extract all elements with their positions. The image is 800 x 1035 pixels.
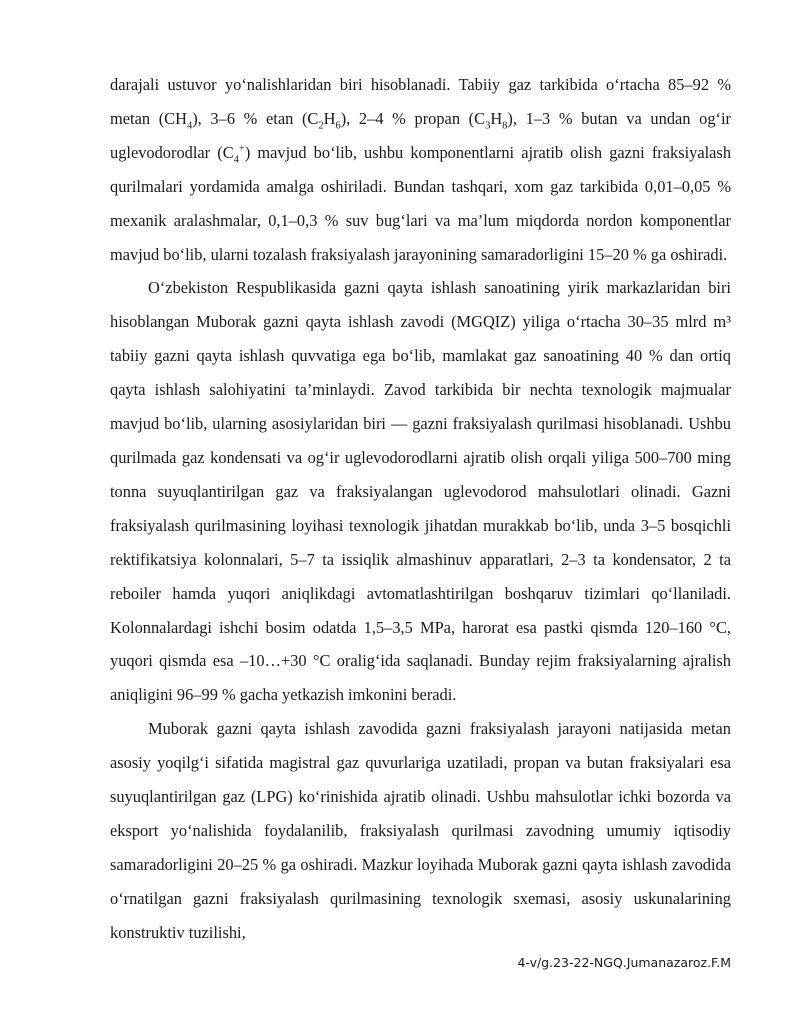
subscript: 3: [485, 120, 491, 132]
paragraph-1-text: H: [323, 108, 336, 128]
body-text: [110, 68, 731, 950]
paragraph-1-text: ), 2–4 % propan (C: [340, 108, 486, 128]
page-footer: 4-v/g.23-22-NGQ.Jumanazaroz.F.M: [517, 955, 731, 970]
paragraph-1-text: ) mavjud bo‘lib, ushbu komponentlarni ajratib olish gazni fraksiyalash qurilmalari yordamida amalga oshiriladi. Bundan tashqari, xom gaz tarkibida 0,01–0,05 % mexanik aralashmalar, 0,1–0,3 % suv bug‘lari va ma’lum miqdorda nordon komponentlar mavjud bo‘lib, ularni tozalash fraksiyalash jarayonining samaradorligini 15–20 % ga oshiradi.: [110, 142, 732, 264]
paragraph-3: Muborak gazni qayta ishlash zavodida gazni fraksiyalash jarayoni natijasida metan asosiy yoqilg‘i sifatida magistral gaz quvurlariga uzatiladi, propan va butan fraksiyalari esa suyuqlantirilgan gaz (LPG) ko‘rinishida ajratib olinadi. Ushbu mahsulotlar ichki bozorda va eksport yo‘nalishida foydalanilib, fraksiyalash qurilmasi zavodning umumiy iqtisodiy samaradorligini 20–25 % ga oshiradi. Mazkur loyihada Muborak gazni qayta ishlash zavodida o‘rnatilgan gazni fraksiyalash qurilmasining texnologik sxemasi, asosiy uskunalarining konstruktiv tuzilishi,: [110, 719, 731, 942]
subscript: 4: [186, 120, 193, 132]
superscript: +: [238, 143, 245, 155]
subscript: 4: [233, 154, 239, 166]
paragraph-1-text: ), 1–3 % butan va undan og‘ir uglevodorodlar (C: [110, 108, 732, 162]
paragraph-1-text: darajali ustuvor yo‘nalishlaridan biri hisoblanadi. Tabiiy gaz tarkibida o‘rtacha 85–92 % metan (CH: [110, 75, 731, 128]
subscript: 8: [502, 120, 508, 132]
paragraph-2: O‘zbekiston Respublikasida gazni qayta ishlash sanoatining yirik markazlaridan biri hisoblangan Muborak gazni qayta ishlash zavodi (MGQIZ) yiliga o‘rtacha 30–35 mlrd m³ tabiiy gazni qayta ishlash quvvatiga ega bo‘lib, mamlakat gaz sanoatining 40 % dan ortiq qayta ishlash salohiyatini ta’minlaydi. Zavod tarkibida bir nechta texnologik majmualar mavjud bo‘lib, ularning asosiylaridan biri — gazni fraksiyalash qurilmasi hisoblanadi. Ushbu qurilmada gaz kondensati va og‘ir uglevodorodlarni ajratib olish orqali yiliga 500–700 ming tonna suyuqlantirilgan gaz va fraksiyalangan uglevodorod mahsulotlari olinadi. Gazni fraksiyalash qurilmasining loyihasi texnologik jihatdan murakkab bo‘lib, unda 3–5 bosqichli rektifikatsiya kolonnalari, 5–7 ta issiqlik almashinuv apparatlari, 2–3 ta kondensator, 2 ta reboiler hamda yuqori aniqlikdagi avtomatlashtirilgan boshqaruv tizimlari qo‘llaniladi. Kolonnalardagi ishchi bosim odatda 1,5–3,5 MPa, harorat esa pastki qismda 120–160 °C, yuqori qismda esa –10…+30 °C oralig‘ida saqlanadi. Bunday rejim fraksiyalarning ajralish aniqligini 96–99 % gacha yetkazish imkonini beradi.: [110, 278, 731, 705]
paragraph-1-text: ), 3–6 % etan (C: [192, 108, 319, 128]
subscript: 2: [318, 120, 324, 132]
paragraph-1-text: H: [490, 108, 503, 128]
paragraph-1: [110, 68, 731, 271]
subscript: 6: [335, 120, 341, 132]
